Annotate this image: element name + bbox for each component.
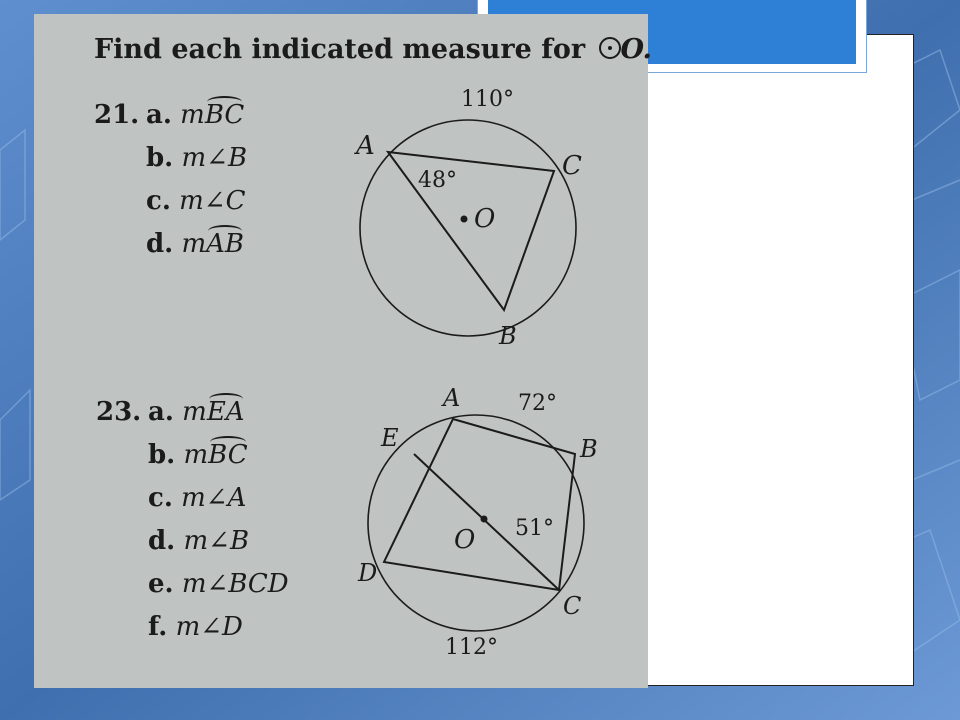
item-letter: b. xyxy=(148,440,176,470)
fig23-angle-label: 51° xyxy=(515,516,554,541)
measure-prefix: m∠ xyxy=(181,483,228,513)
angle-name: C xyxy=(225,186,246,216)
angle-name: B xyxy=(227,143,248,173)
fig23-label-A: A xyxy=(443,384,461,412)
measure-prefix: m∠ xyxy=(175,612,223,642)
measure-prefix: m xyxy=(181,229,207,259)
angle-name: A xyxy=(227,483,247,513)
measure-prefix: m xyxy=(182,397,207,427)
fig21-triangle xyxy=(388,152,554,310)
item-letter: c. xyxy=(148,483,173,513)
fig21-label-O: O xyxy=(474,204,496,234)
measure-prefix: m xyxy=(180,100,205,130)
fig21-angle-label: 48° xyxy=(418,168,457,193)
angle-name: B xyxy=(229,526,250,556)
item-letter: f. xyxy=(148,612,168,642)
fig23-quadrilateral xyxy=(384,419,575,590)
measure-prefix: m∠ xyxy=(183,526,230,556)
item-letter: a. xyxy=(148,397,174,427)
measure-prefix: m xyxy=(183,440,209,470)
arc-name: BC xyxy=(208,434,247,477)
fig23-center-dot xyxy=(481,516,488,523)
item-letter: b. xyxy=(146,143,174,173)
item-letter: c. xyxy=(146,186,171,216)
fig21-label-A: A xyxy=(356,131,375,161)
item-letter: d. xyxy=(146,229,174,259)
heading-text: Find each indicated measure for xyxy=(94,34,586,65)
arc-name: EA xyxy=(207,391,245,434)
fig23-label-E: E xyxy=(381,424,399,452)
fig23-label-C: C xyxy=(563,592,582,620)
fig23-arc-top-label: 72° xyxy=(518,391,557,416)
measure-prefix: m∠ xyxy=(179,186,226,216)
item-letter: d. xyxy=(148,526,176,556)
fig21-center-dot xyxy=(461,216,468,223)
textbook-photo xyxy=(34,14,652,688)
fig23-label-B: B xyxy=(580,435,598,463)
fig21-label-B: B xyxy=(499,322,517,350)
figure-21-diagram xyxy=(34,14,648,688)
angle-name: D xyxy=(222,612,243,642)
fig21-arc-label: 110° xyxy=(461,87,514,112)
problem-number: 23. xyxy=(96,397,142,427)
measure-prefix: m∠ xyxy=(181,143,228,173)
fig21-label-C: C xyxy=(562,151,582,181)
item-letter: a. xyxy=(146,100,172,130)
arc-name: AB xyxy=(206,223,244,266)
problem-number: 21. xyxy=(94,100,140,130)
heading-center: O. xyxy=(620,34,652,65)
fig23-label-D: D xyxy=(358,559,378,587)
measure-prefix: m∠ xyxy=(181,569,229,599)
fig23-arc-bottom-label: 112° xyxy=(445,635,498,660)
fig23-label-O: O xyxy=(454,525,476,555)
item-letter: e. xyxy=(148,569,174,599)
arc-name: BC xyxy=(205,94,244,137)
angle-name: BCD xyxy=(228,569,289,599)
